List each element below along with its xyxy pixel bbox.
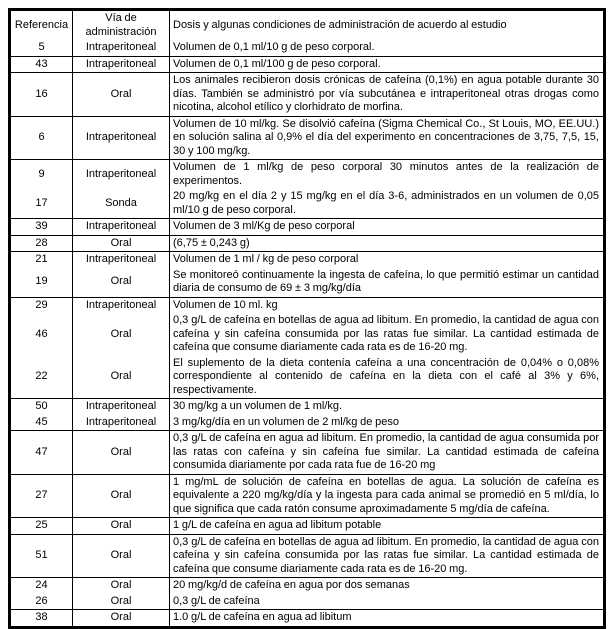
- ref-cell: 26: [11, 594, 73, 610]
- dosis-cell: 3 mg/kg/día en un volumen de 2 ml/kg de peso: [173, 415, 399, 428]
- dosis-cell: Volumen de 0,1 ml/100 g de peso corporal.: [173, 57, 381, 70]
- ref-cell: 6: [11, 117, 73, 160]
- dosis-cell: 0,3 g/L de cafeína: [173, 594, 260, 607]
- column-header-via: Vía de administración: [73, 11, 170, 40]
- ref-cell: 25: [11, 518, 73, 534]
- table-row: [11, 116, 603, 160]
- table-row: [11, 430, 603, 474]
- ref-cell: 5: [11, 40, 73, 56]
- ref-cell: 45: [11, 415, 73, 431]
- table-row: [11, 313, 603, 356]
- dosis-cell: 1.0 g/L de cafeína en agua ad libitum: [173, 611, 352, 623]
- via-cell: Oral: [73, 610, 170, 626]
- ref-cell: 51: [11, 535, 73, 578]
- table-row: [11, 218, 603, 235]
- dosis-cell: Volumen de 10 ml/kg. Se disolvió cafeína (Sigma Chemical Co., St Louis, MO, EE.UU.) en solución salina al 0,9% el día del experimento en concentraciones de 3,75, 7,5, 15, 30 y 100 mg/kg.: [173, 117, 599, 157]
- dosis-cell: 30 mg/kg a un volumen de 1 ml/kg.: [173, 400, 343, 412]
- dosis-cell: 0,3 g/L de cafeína en botellas de agua ad libitum. En promedio, la cantidad de agua con cafeína y sin cafeína consumida por las ratas fue similar. La cantidad estimada de cafeína que consume diariamente cada rata es de 16-20 mg.: [173, 314, 599, 353]
- table-row: [11, 56, 603, 73]
- via-cell: Intraperitoneal: [73, 117, 170, 160]
- table-row: [11, 609, 603, 626]
- table-row: [11, 189, 603, 218]
- table-row: [11, 517, 603, 534]
- via-cell: Intraperitoneal: [73, 160, 170, 189]
- via-cell: Intraperitoneal: [73, 219, 170, 235]
- dosis-cell: 20 mg/kg/d de cafeína en agua por dos semanas: [173, 579, 410, 591]
- table-row: [11, 577, 603, 594]
- dosis-cell: 1 g/L de cafeína en agua ad libitum potable: [173, 519, 382, 531]
- dosis-cell: 0,3 g/L de cafeína en agua ad libitum. En promedio, la cantidad de agua consumida por las ratas con cafeína y sin cafeína fue similar. La cantidad estimada de cafeína consumida diariamente por cada rata fue de 16-20 mg: [173, 432, 599, 471]
- dosis-cell: 0,3 g/L de cafeína en botellas de agua ad libitum. En promedio, la cantidad de agua con cafeína y sin cafeína consumida por las ratas fue similar. La cantidad estimada de cafeína que consume diariamente cada rata es de 16-20 mg.: [173, 535, 599, 575]
- ref-cell: 21: [11, 252, 73, 268]
- via-cell: Intraperitoneal: [73, 399, 170, 415]
- ref-cell: 29: [11, 298, 73, 314]
- dosis-cell: 1 mg/mL de solución de cafeína en botellas de agua. La solución de cafeína es equivalente a 220 mg/kg/día y la ingesta para cada animal se promedió en 5 ml/día, lo que significa que cada ratón consume aproximadamente 5 mg/día de cafeína.: [173, 475, 599, 515]
- table-row: [11, 474, 603, 518]
- table-row: [11, 159, 603, 189]
- ref-cell: 38: [11, 610, 73, 626]
- table-row: [11, 40, 603, 56]
- via-cell: Oral: [73, 518, 170, 534]
- column-header-referencia: Referencia: [11, 11, 73, 40]
- via-cell: Oral: [73, 268, 170, 297]
- ref-cell: 39: [11, 219, 73, 235]
- ref-cell: 22: [11, 356, 73, 399]
- table-row: [11, 268, 603, 297]
- table-row: [11, 534, 603, 578]
- dosis-cell: Volumen de 10 ml. kg: [173, 298, 278, 311]
- ref-cell: 46: [11, 313, 73, 356]
- via-cell: Oral: [73, 356, 170, 399]
- dosis-cell: 20 mg/kg en el día 2 y 15 mg/kg en el día 3-6, administrados en un volumen de 0,05 ml/10 g de peso corporal.: [173, 190, 599, 216]
- via-cell: Intraperitoneal: [73, 252, 170, 268]
- ref-cell: 19: [11, 268, 73, 297]
- ref-cell: 24: [11, 578, 73, 594]
- via-cell: Intraperitoneal: [73, 57, 170, 73]
- ref-cell: 28: [11, 236, 73, 252]
- table-row: [11, 251, 603, 268]
- dosis-cell: Se monitoreó continuamente la ingesta de cafeína, lo que permitió estimar un cantidad diaria de consumo de 69 ± 3 mg/kg/día: [173, 268, 599, 294]
- table-row: [11, 398, 603, 415]
- via-cell: Oral: [73, 236, 170, 252]
- ref-cell: 47: [11, 431, 73, 474]
- table-row: [11, 594, 603, 610]
- table-row: [11, 356, 603, 399]
- ref-cell: 9: [11, 160, 73, 189]
- via-cell: Oral: [73, 578, 170, 594]
- ref-cell: 50: [11, 399, 73, 415]
- via-cell: Oral: [73, 313, 170, 356]
- via-cell: Sonda: [73, 189, 170, 218]
- dosis-cell: Volumen de 0,1 ml/10 g de peso corporal.: [173, 41, 375, 53]
- ref-cell: 27: [11, 475, 73, 518]
- via-cell: Intraperitoneal: [73, 415, 170, 431]
- dosis-cell: Volumen de 3 ml/Kg de peso corporal: [173, 220, 355, 232]
- via-cell: Intraperitoneal: [73, 298, 170, 314]
- dosis-cell: Volumen de 1 ml / kg de peso corporal: [173, 253, 359, 265]
- ref-cell: 17: [11, 189, 73, 218]
- dosis-cell: (6,75 ± 0,243 g): [173, 236, 250, 249]
- dosis-cell: El suplemento de la dieta contenía cafeína a una concentración de 0,04% o 0,08% correspondiente al contenido de cafeína en la dieta con el café al 3% y 6%, respectivamente.: [173, 356, 599, 396]
- table-header-row: [11, 11, 603, 40]
- table-row: [11, 235, 603, 252]
- via-cell: Oral: [73, 594, 170, 610]
- via-cell: Oral: [73, 73, 170, 116]
- via-cell: Oral: [73, 535, 170, 578]
- table-row: [11, 415, 603, 431]
- table-row: [11, 72, 603, 116]
- via-cell: Oral: [73, 475, 170, 518]
- via-cell: Intraperitoneal: [73, 40, 170, 56]
- dosis-cell: Los animales recibieron dosis crónicas de cafeína (0,1%) en agua potable durante 30 días. También se administró por vía subcutánea e intraperitoneal otras drogas como nicotina, alcohol etílico y clorhidrato de morfina.: [173, 74, 599, 113]
- ref-cell: 16: [11, 73, 73, 116]
- via-cell: Oral: [73, 431, 170, 474]
- dose-table: [8, 8, 606, 629]
- dosis-cell: Volumen de 1 ml/kg de peso corporal 30 minutos antes de la realización de experimentos.: [173, 161, 599, 187]
- ref-cell: 43: [11, 57, 73, 73]
- table-row: [11, 297, 603, 314]
- column-header-dosis: Dosis y algunas condiciones de administración de acuerdo al estudio: [173, 18, 507, 31]
